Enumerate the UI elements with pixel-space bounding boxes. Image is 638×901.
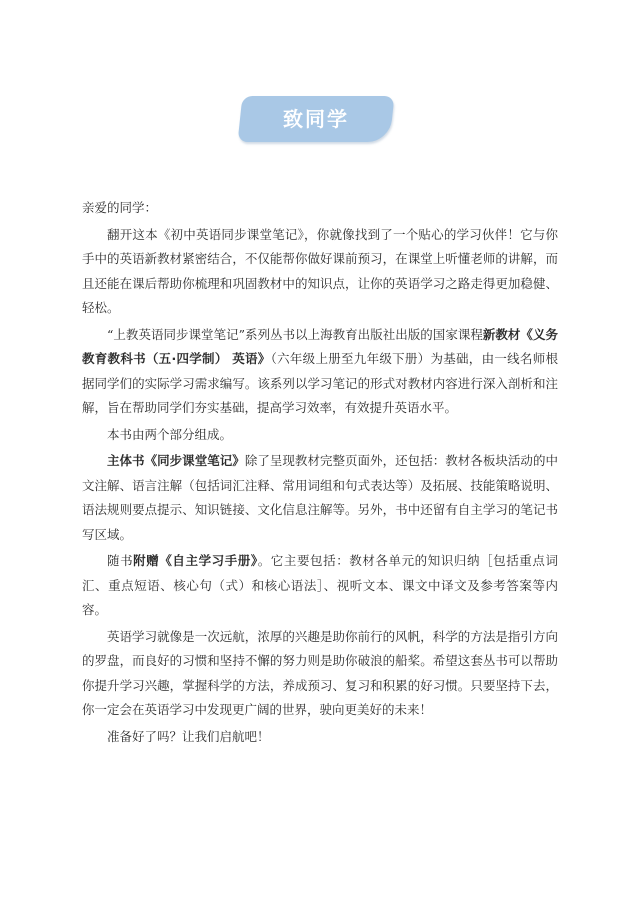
series-text-c: （六年级上册至九年级下册）为基础，由一线名师根据同学们的实际学习需求编写。该系列以学习笔记的形式对教材内容进行深入剖析和注解，旨在帮助同学们夯实基础，提高学习效率，有效提升英语水平。 (82, 351, 558, 415)
paragraph-main-book (82, 449, 558, 547)
paragraph-series (82, 323, 558, 421)
greeting: 亲爱的同学： (82, 200, 158, 215)
handbook-text-c: 。它主要包括：教材各单元的知识归纳［包括重点词汇、重点短语、核心句（式）和核心语法］、视听文本、课文中译文及参考答案等内容。 (82, 553, 558, 617)
main-book-title: 主体书《同步课堂笔记》 (107, 453, 245, 468)
paragraph-closing: 准备好了吗？让我们启航吧！ (107, 728, 270, 744)
paragraph-handbook (82, 549, 558, 623)
paragraph-voyage: 英语学习就像是一次远航，浓厚的兴趣是助你前行的风帆，科学的方法是指引方向的罗盘，而良好的习惯和坚持不懈的努力则是助你破浪的船桨。希望这套丛书可以帮助你提升学习兴趣，掌握科学的方法，养成预习、复习和积累的好习惯。只要坚持下去，你一定会在英语学习中发现更广阔的世界，驶向更美好的未来！ (82, 628, 558, 717)
handbook-text-a: 随书 (107, 553, 134, 568)
paragraph-parts: 本书由两个部分组成。 (107, 426, 233, 442)
paragraph-intro: 翻开这本《初中英语同步课堂笔记》，你就像找到了一个贴心的学习伙伴！它与你手中的英语新教材紧密结合，不仅能帮你做好课前预习，在课堂上听懂老师的讲解，而且还能在课后帮助你梳理和巩固教材中的知识点，让你的英语学习之路走得更加稳健、轻松。 (82, 226, 558, 315)
main-book-text: 除了呈现教材完整页面外，还包括：教材各板块活动的中文注解、语言注解（包括词汇注释、常用词组和句式表达等）及拓展、技能策略说明、语法规则要点提示、知识链接、文化信息注解等。另外，书中还留有自主学习的笔记书写区域。 (82, 453, 558, 542)
series-text-a: “上教英语同步课堂笔记”系列丛书以上海教育出版社出版的国家课程 (107, 326, 483, 342)
page-title: 致同学 (283, 107, 349, 131)
handbook-title: 附赠《自主学习手册》 (133, 553, 258, 568)
letter-body (82, 196, 558, 751)
textbook-title: 新教材《义务教育教科书（五·四学制） 英语》 (82, 326, 558, 366)
